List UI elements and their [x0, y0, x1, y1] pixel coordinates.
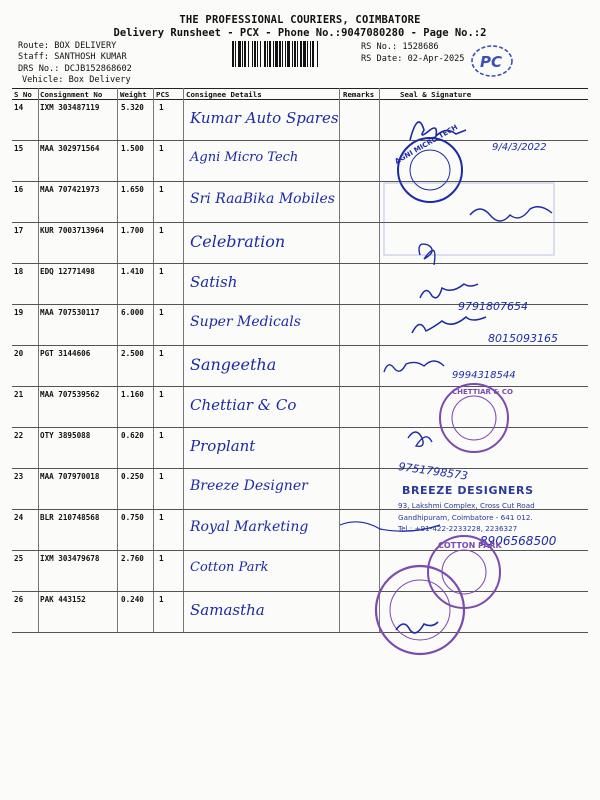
- signature-scribble: [408, 432, 432, 446]
- col-weight: Weight: [120, 90, 147, 99]
- row-consignment-no: MAA 302971564: [40, 144, 100, 153]
- row-consignment-no: PGT 3144606: [40, 349, 91, 358]
- row-consignment-no: PAK 443152: [40, 595, 86, 604]
- row-pcs: 1: [159, 349, 164, 358]
- row-consignment-no: MAA 707530117: [40, 308, 100, 317]
- row-pcs: 1: [159, 308, 164, 317]
- date-handwritten: 9/4/3/2022: [492, 142, 547, 153]
- row-consignment-no: MAA 707421973: [40, 185, 100, 194]
- row-pcs: 1: [159, 144, 164, 153]
- row-sno: 22: [14, 431, 24, 440]
- row-consignee-handwritten: Cotton Park: [190, 560, 269, 575]
- row-weight: 0.250: [121, 472, 144, 481]
- rs-number: RS No.: 1528686: [361, 42, 439, 52]
- row-weight: 0.750: [121, 513, 144, 522]
- row-weight: 1.410: [121, 267, 144, 276]
- staff-label: Staff: SANTHOSH KUMAR: [18, 52, 127, 62]
- col-consignee: Consignee Details: [186, 90, 262, 99]
- row-weight: 1.650: [121, 185, 144, 194]
- row-consignee-handwritten: Satish: [190, 273, 238, 291]
- row-consignment-no: IXM 303487119: [40, 103, 100, 112]
- row-consignment-no: MAA 707970018: [40, 472, 100, 481]
- row-consignee-handwritten: Proplant: [190, 437, 256, 455]
- row-sno: 20: [14, 349, 24, 358]
- row-consignee-handwritten: Chettiar & Co: [190, 396, 297, 414]
- row-weight: 2.760: [121, 554, 144, 563]
- svg-text:93, Lakshmi Complex, Cross Cut: 93, Lakshmi Complex, Cross Cut Road: [398, 501, 535, 510]
- row-consignment-no: OTY 3895088: [40, 431, 91, 440]
- phone-handwritten: 9791807654: [458, 300, 528, 313]
- row-consignee-handwritten: Breeze Designer: [190, 478, 308, 494]
- phone-handwritten: 8906568500: [480, 534, 557, 548]
- vehicle-label: Vehicle: Box Delivery: [22, 75, 131, 85]
- svg-text:COTTON PARK: COTTON PARK: [438, 541, 502, 550]
- breeze-designers-stamp: [397, 484, 535, 533]
- chettiar-stamp: [440, 384, 513, 452]
- row-consignment-no: BLR 210748568: [40, 513, 100, 522]
- row-sno: 21: [14, 390, 24, 399]
- phone-handwritten: 8015093165: [488, 332, 558, 345]
- rs-date: RS Date: 02-Apr-2025: [361, 54, 465, 64]
- row-consignment-no: MAA 707539562: [40, 390, 100, 399]
- row-weight: 1.160: [121, 390, 144, 399]
- row-sno: 17: [14, 226, 24, 235]
- row-pcs: 1: [159, 267, 164, 276]
- row-consignee-handwritten: Sangeetha: [190, 355, 277, 374]
- signature-scribble: [396, 622, 438, 633]
- row-pcs: 1: [159, 595, 164, 604]
- col-consignment: Consignment No: [40, 90, 103, 99]
- signature-scribble: [384, 361, 444, 372]
- svg-text:CHETTIAR & CO: CHETTIAR & CO: [452, 388, 513, 396]
- row-weight: 0.620: [121, 431, 144, 440]
- svg-text:Tel.: +91-422-2233228, 2236327: Tel.: +91-422-2233228, 2236327: [398, 524, 518, 533]
- row-sno: 15: [14, 144, 24, 153]
- row-pcs: 1: [159, 554, 164, 563]
- svg-text:BREEZE DESIGNERS: BREEZE DESIGNERS: [402, 484, 534, 497]
- phone-handwritten: 9751798573: [397, 460, 469, 483]
- svg-text:PC: PC: [480, 53, 503, 71]
- row-consignment-no: EDQ 12771498: [40, 267, 95, 276]
- col-pcs: PCS: [156, 90, 170, 99]
- signature-scribble: [420, 284, 478, 298]
- phone-handwritten: 9994318544: [452, 370, 516, 381]
- row-sno: 25: [14, 554, 24, 563]
- row-sno: 24: [14, 513, 24, 522]
- row-consignment-no: IXM 303479678: [40, 554, 100, 563]
- row-pcs: 1: [159, 513, 164, 522]
- row-consignee-handwritten: Samastha: [190, 601, 265, 619]
- row-sno: 18: [14, 267, 24, 276]
- row-pcs: 1: [159, 472, 164, 481]
- company-title: THE PROFESSIONAL COURIERS, COIMBATORE: [179, 14, 421, 26]
- row-consignee-handwritten: Royal Marketing: [190, 519, 309, 535]
- row-consignee-handwritten: Celebration: [190, 232, 286, 251]
- row-consignment-no: KUR 7003713964: [40, 226, 105, 235]
- drs-label: DRS No.: DCJB152868602: [18, 64, 132, 74]
- row-consignee-handwritten: Agni Micro Tech: [190, 150, 299, 165]
- row-sno: 16: [14, 185, 24, 194]
- row-sno: 26: [14, 595, 24, 604]
- row-weight: 0.240: [121, 595, 144, 604]
- row-pcs: 1: [159, 226, 164, 235]
- finance-stamp: [376, 566, 464, 654]
- agni-stamp: [393, 123, 462, 202]
- signature-scribble: [470, 207, 552, 221]
- row-weight: 1.500: [121, 144, 144, 153]
- route-label: Route: BOX DELIVERY: [18, 41, 117, 51]
- row-pcs: 1: [159, 431, 164, 440]
- row-consignee-handwritten: Sri RaaBika Mobiles: [190, 191, 335, 207]
- col-seal-signature: Seal & Signature: [400, 90, 472, 99]
- row-pcs: 1: [159, 103, 164, 112]
- row-sno: 14: [14, 103, 24, 112]
- cotton-park-stamp: [428, 536, 503, 608]
- svg-text:AGNI MICRO TECH: AGNI MICRO TECH: [393, 123, 460, 166]
- col-sno: S No: [14, 90, 32, 99]
- row-consignee-handwritten: Kumar Auto Spares: [190, 109, 339, 127]
- svg-text:Gandhipuram, Coimbatore - 641: Gandhipuram, Coimbatore - 641 012.: [398, 513, 533, 522]
- row-weight: 5.320: [121, 103, 144, 112]
- row-pcs: 1: [159, 185, 164, 194]
- row-consignee-handwritten: Super Medicals: [190, 314, 301, 330]
- row-sno: 23: [14, 472, 24, 481]
- runsheet-subtitle: Delivery Runsheet - PCX - Phone No.:9047080280 - Page No.:2: [113, 27, 487, 39]
- row-sno: 19: [14, 308, 24, 317]
- row-pcs: 1: [159, 390, 164, 399]
- row-weight: 6.000: [121, 308, 144, 317]
- row-weight: 2.500: [121, 349, 144, 358]
- signature-scribble: [412, 317, 486, 333]
- col-remarks: Remarks: [343, 90, 375, 99]
- row-weight: 1.700: [121, 226, 144, 235]
